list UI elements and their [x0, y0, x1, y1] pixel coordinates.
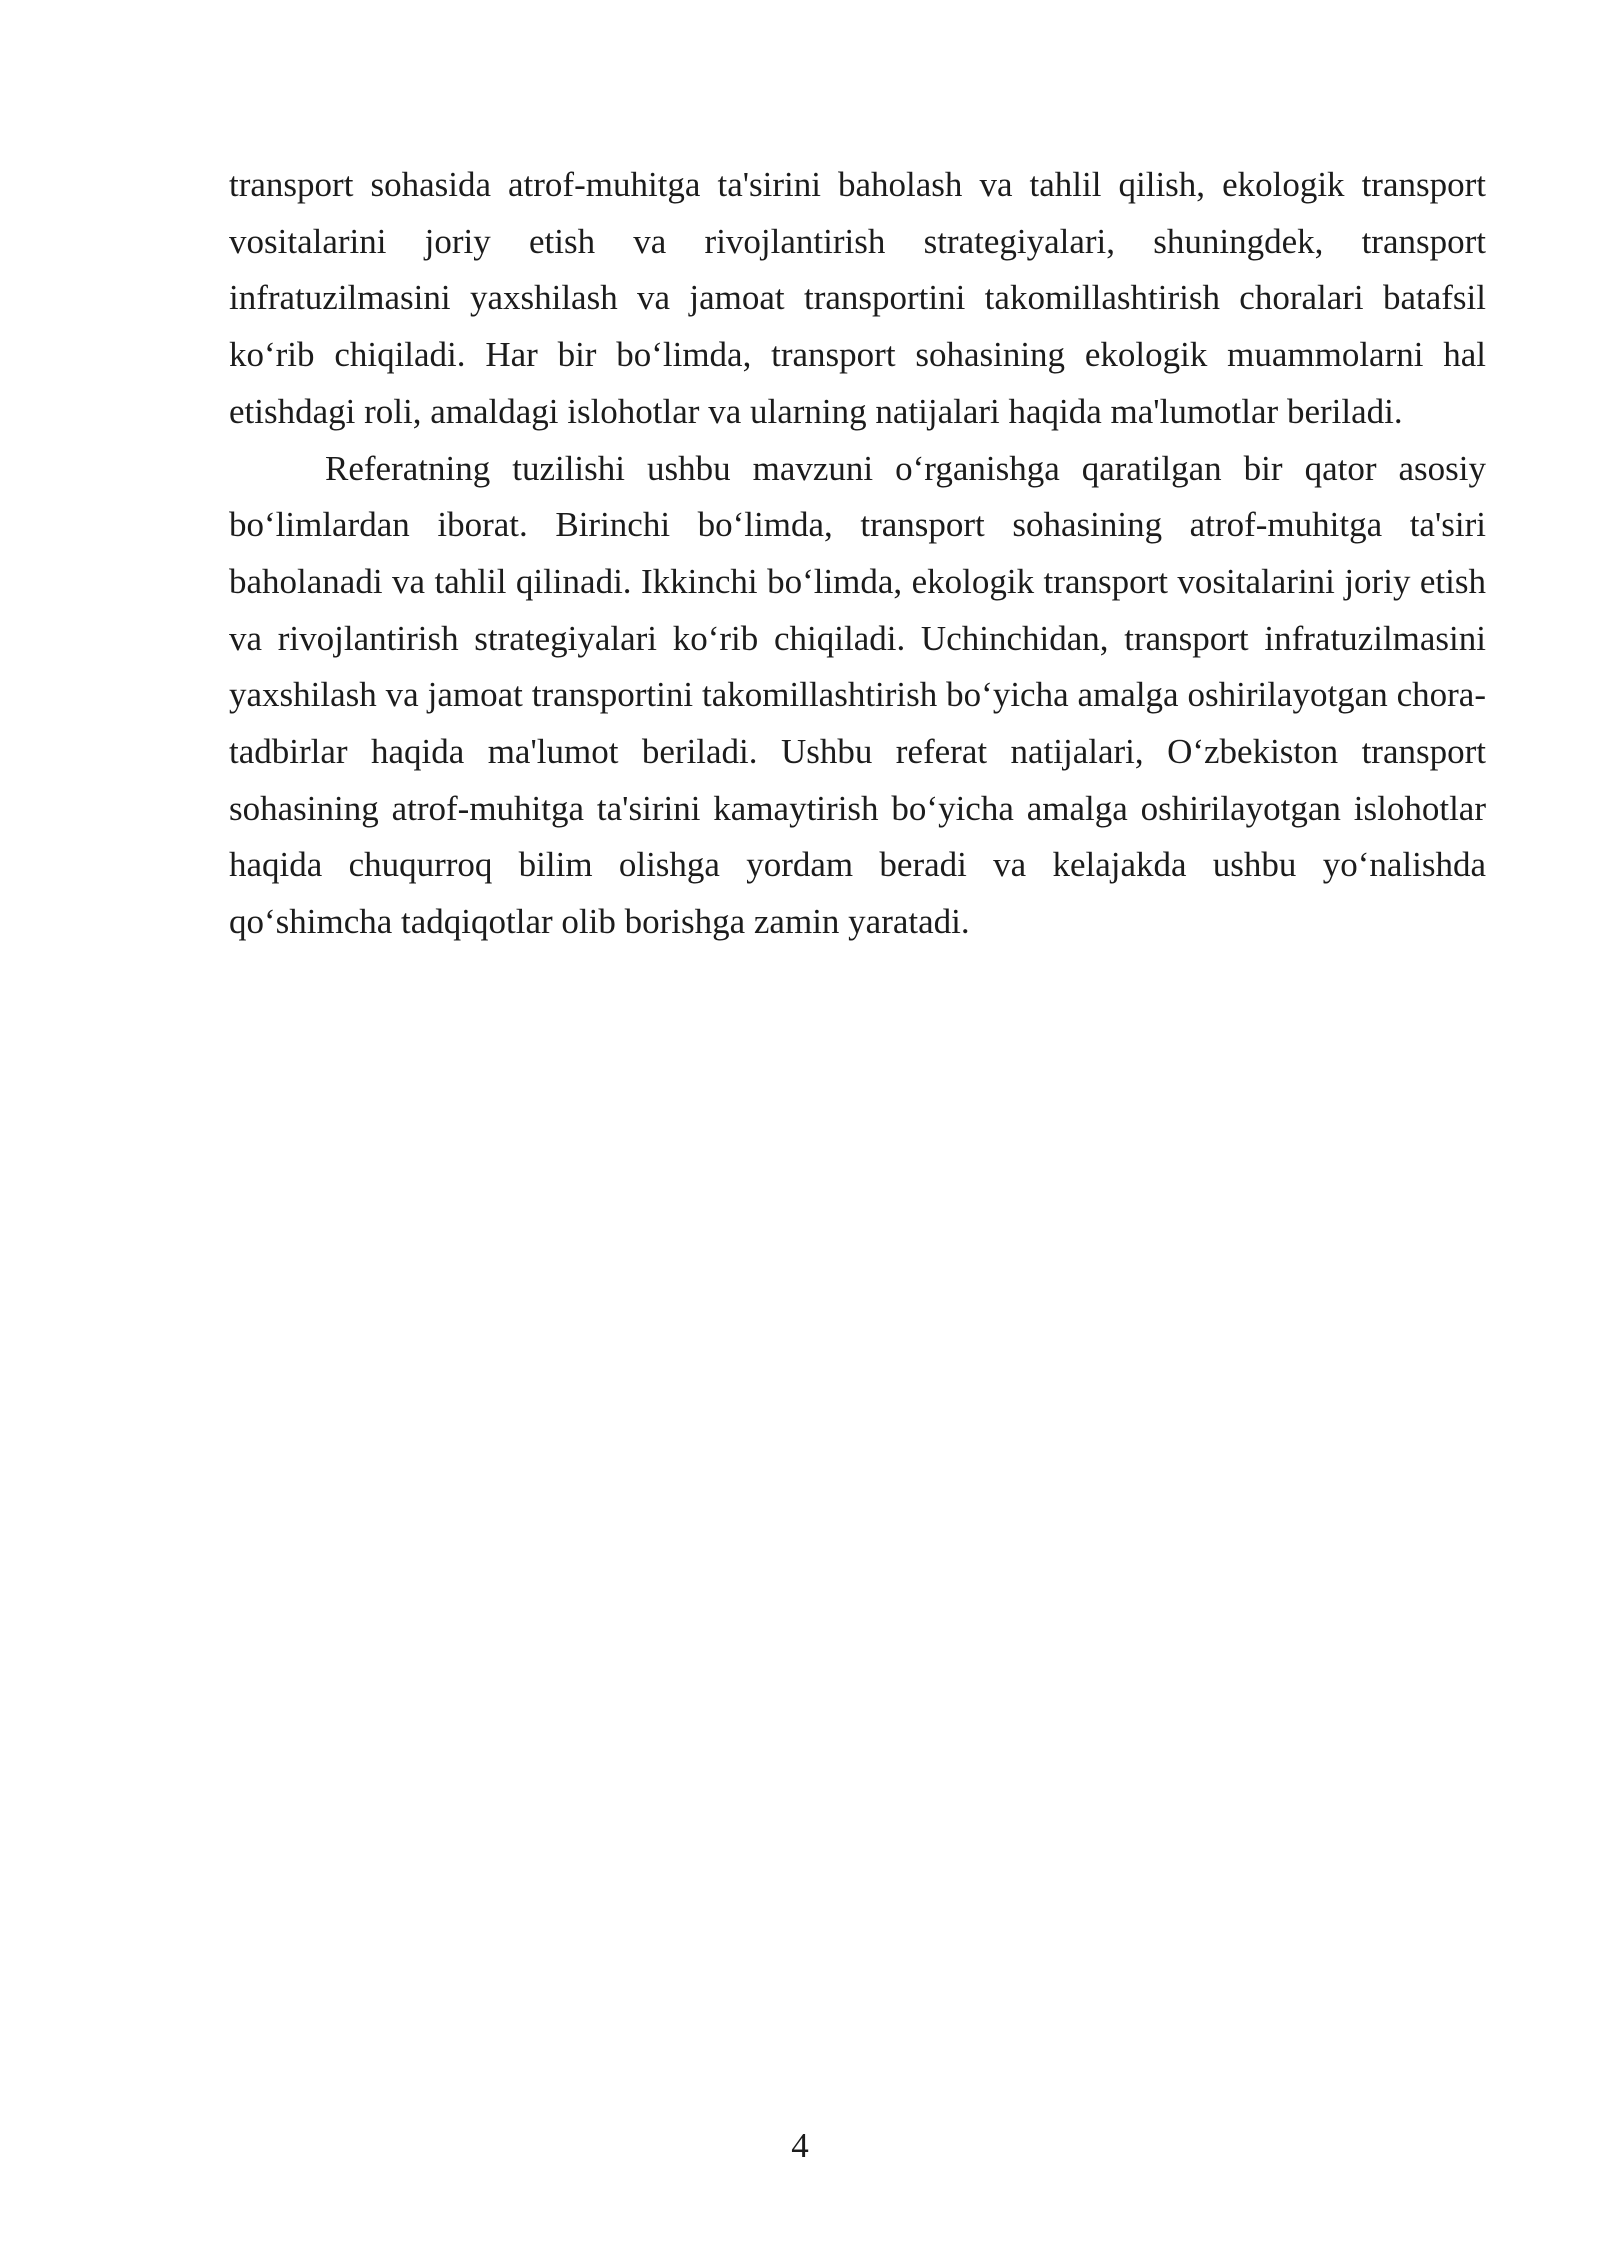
paragraph-structure: Referatning tuzilishi ushbu mavzuni o‘rganishga qaratilgan bir qator asosiy bo‘limlardan iborat. Birinchi bo‘limda, transport sohasining atrof-muhitga ta'siri baholanadi va tahlil qilinadi. Ikkinchi bo‘limda, ekologik transport vositalarini joriy etish va rivojlantirish strategiyalari ko‘rib chiqiladi. Uchinchidan, transport infratuzilmasini yaxshilash va jamoat transportini takomillashtirish bo‘yicha amalga oshirilayotgan chora-tadbirlar haqida ma'lumot beriladi. Ushbu referat natijalari, O‘zbekiston transport sohasining atrof-muhitga ta'sirini kamaytirish bo‘yicha amalga oshirilayotgan islohotlar haqida chuqurroq bilim olishga yordam beradi va kelajakda ushbu yo‘nalishda qo‘shimcha tadqiqotlar olib borishga zamin yaratadi.: [229, 448, 1486, 942]
body-text: [229, 157, 1486, 951]
paragraph-continuation: transport sohasida atrof-muhitga ta'sirini baholash va tahlil qilish, ekologik transport vositalarini joriy etish va rivojlantirish strategiyalari, shuningdek, transport infratuzilmasini yaxshilash va jamoat transportini takomillashtirish choralari batafsil ko‘rib chiqiladi. Har bir bo‘limda, transport sohasining ekologik muammolarni hal etishdagi roli, amaldagi islohotlar va ularning natijalari haqida ma'lumotlar beriladi.: [229, 165, 1486, 431]
page-number: 4: [791, 2126, 809, 2165]
